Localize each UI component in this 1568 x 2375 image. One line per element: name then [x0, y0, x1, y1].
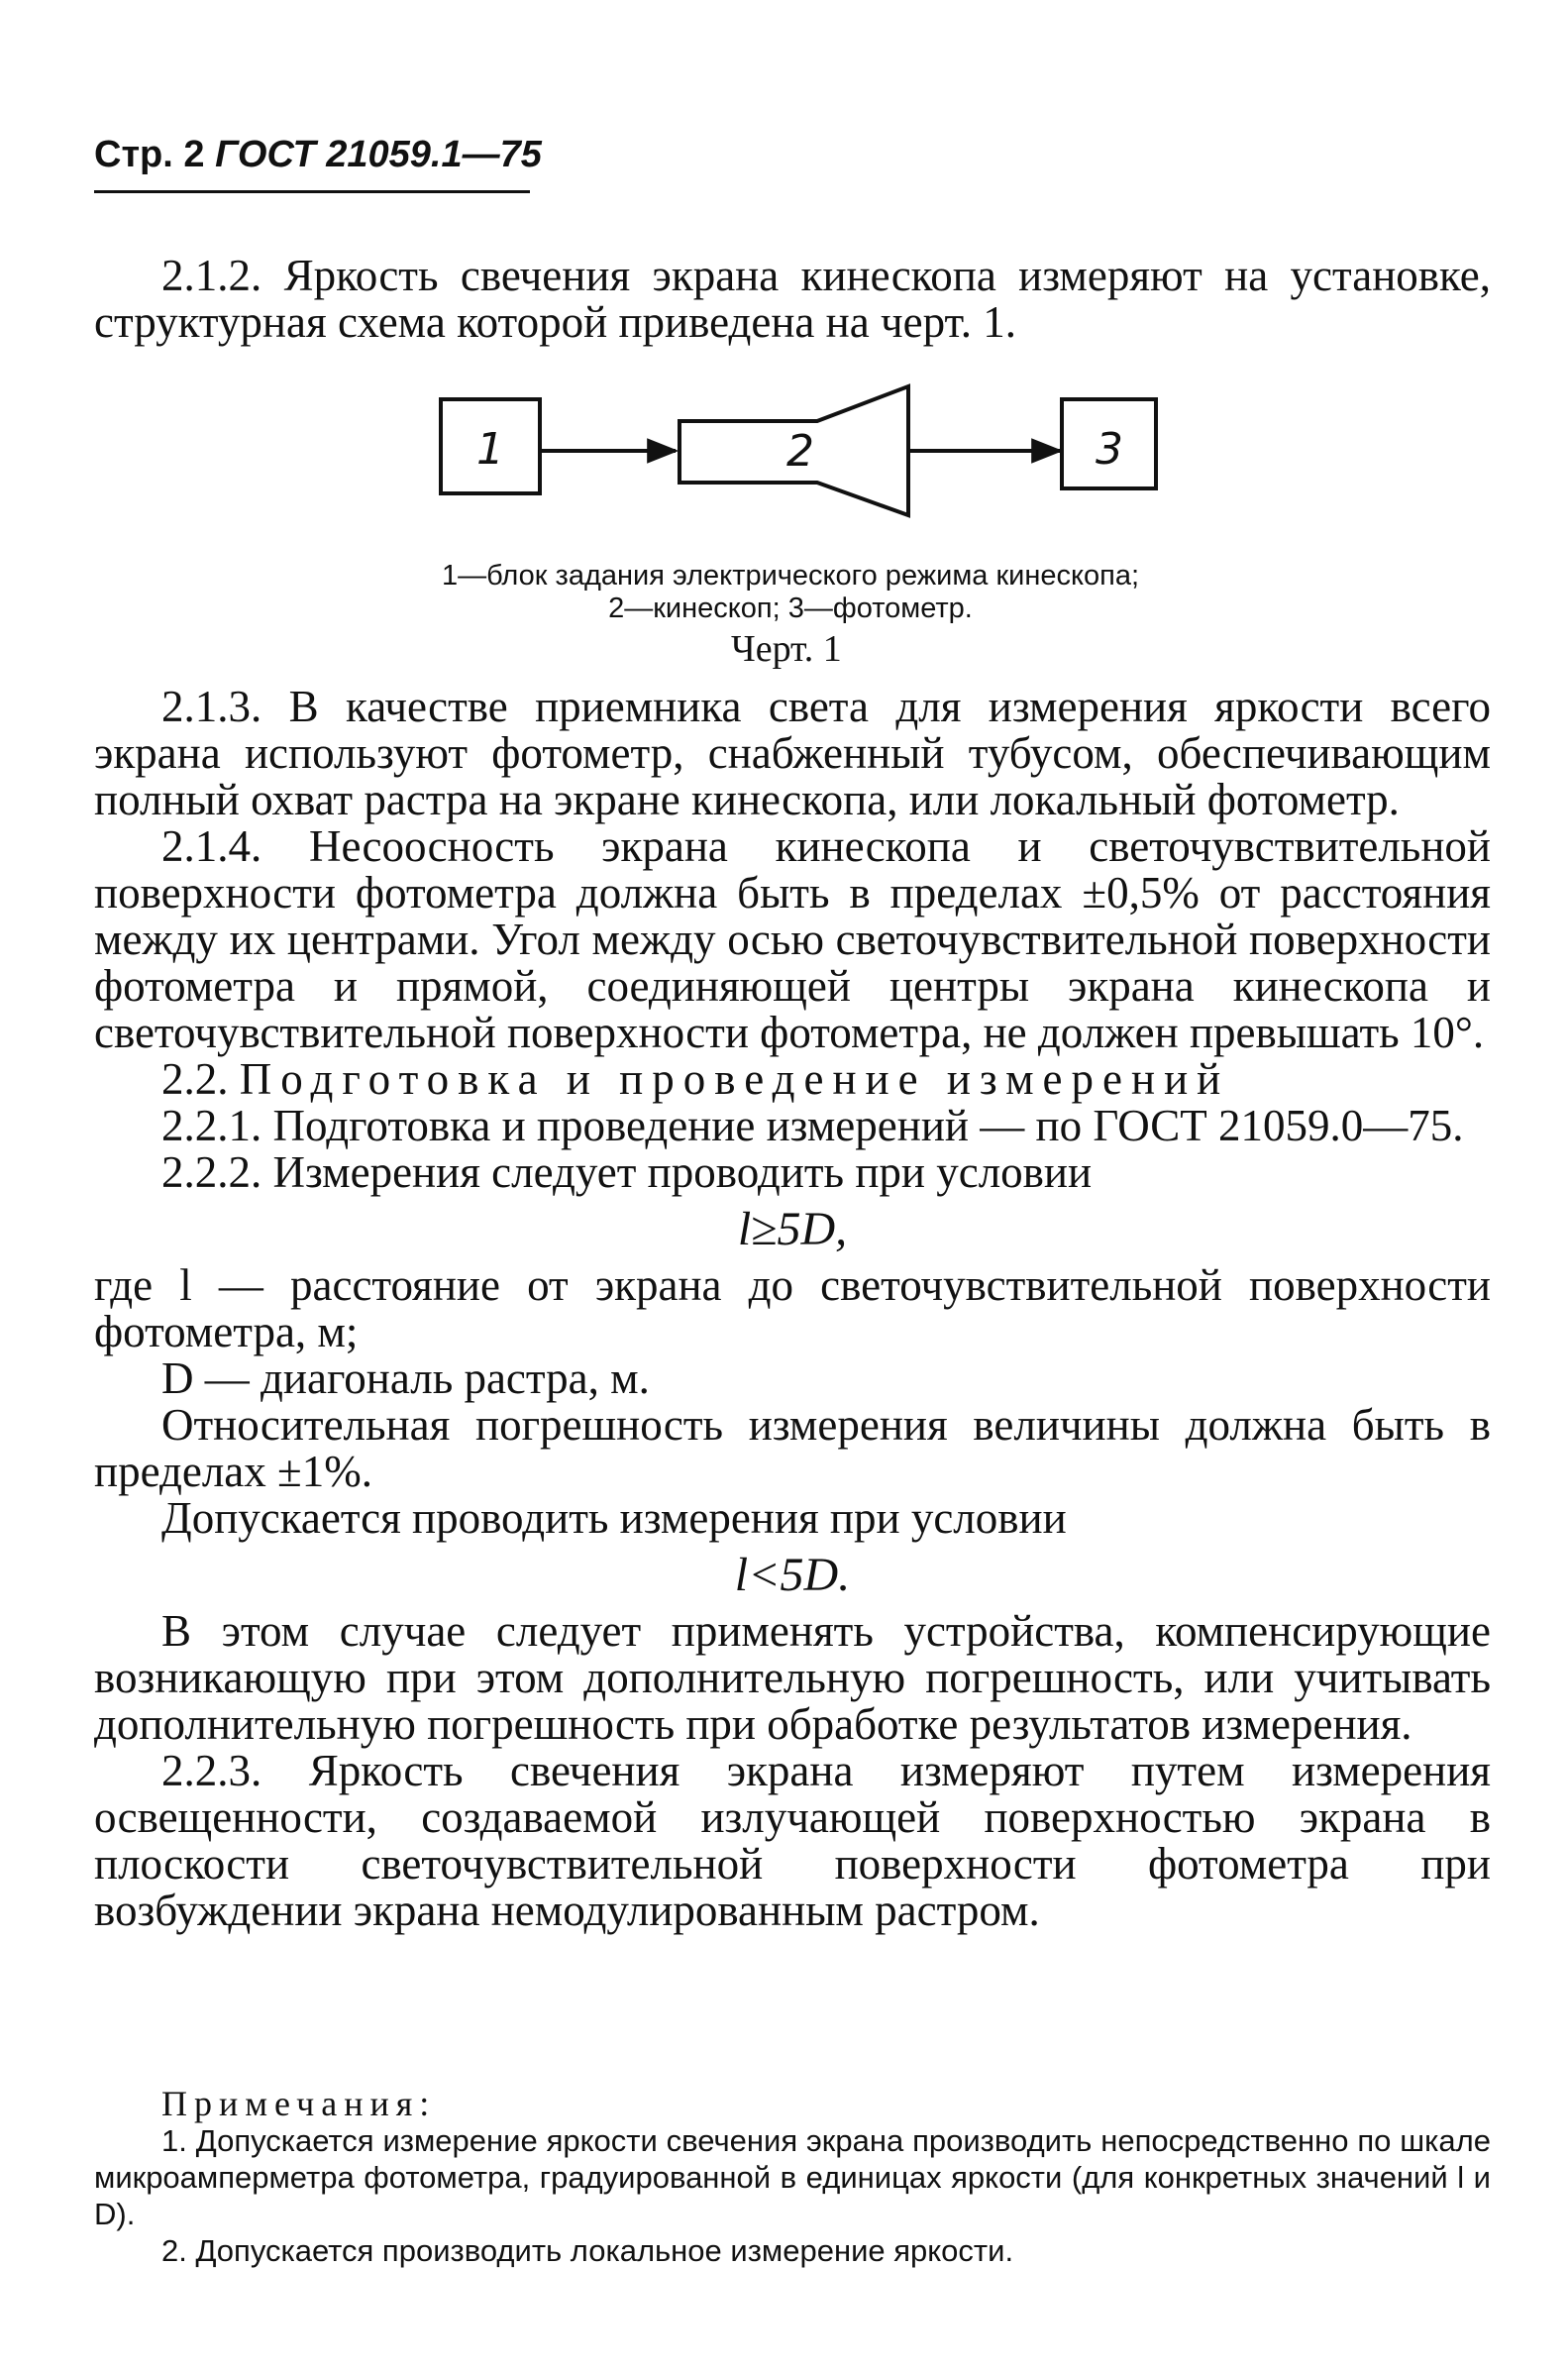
- block-2-label: 2: [786, 426, 814, 477]
- notes-title: Примечания:: [161, 2084, 437, 2123]
- paragraph-2-2-2: 2.2.2. Измерения следует проводить при условии: [161, 1147, 1093, 1197]
- note-2: 2. Допускается производить локальное измерение яркости.: [161, 2233, 1014, 2268]
- diagram-legend: 1—блок задания электрического режима кинескопа; 2—кинескоп; 3—фотометр.: [441, 560, 1140, 624]
- formula-l-ge-5d: l≥5D,: [737, 1203, 848, 1255]
- paragraph-2-1-2: 2.1.2. Яркость свечения экрана кинескопа измеряют на установке, структурная схема которой приведена на черт. 1.: [94, 251, 1491, 347]
- notes-block: [94, 2086, 1491, 2269]
- page-number: Стр. 2: [94, 134, 205, 175]
- block-3-label: 3: [1096, 424, 1123, 475]
- figure-caption: Черт. 1: [731, 628, 842, 670]
- paragraph-2-2-3: 2.2.3. Яркость свечения экрана измеряют путем измерения освещенности, создаваемой излучающей поверхностью экрана в плоскости светочувствительной поверхности фотометра при возбуждении экрана немодулированным растром.: [94, 1746, 1491, 1935]
- compensation-text: В этом случае следует применять устройства, компенсирующие возникающую при этом дополнительную погрешность, или учитывать дополнительную погрешность при обработке результатов измерения.: [94, 1606, 1491, 1749]
- formula-l-lt-5d: l<5D.: [734, 1549, 851, 1601]
- section-2-2-title: Подготовка и проведение измерений: [239, 1054, 1230, 1104]
- relative-error-text: Относительная погрешность измерения величины должна быть в пределах ±1%.: [94, 1400, 1491, 1496]
- paragraph-2-1-4: 2.1.4. Несоосность экрана кинескопа и светочувствительной поверхности фотометра должна быть в пределах ±0,5% от расстояния между их центрами. Угол между осью светочувствительной поверхности фотометра и прямой, соединяющей центры экрана кинескопа и светочувствительной поверхности фотометра, не должен превышать 10°.: [94, 821, 1491, 1057]
- section-2-2-number: 2.2.: [161, 1054, 229, 1104]
- standard-number: ГОСТ 21059.1—75: [215, 134, 542, 175]
- paragraph-2-1-3: 2.1.3. В качестве приемника света для измерения яркости всего экрана используют фотометр, снабженный тубусом, обеспечивающим полный охват растра на экране кинескопа, или локальный фотометр.: [94, 682, 1491, 824]
- paragraph-2-2-1: 2.2.1. Подготовка и проведение измерений — по ГОСТ 21059.0—75.: [161, 1101, 1464, 1150]
- main-text: [94, 684, 1491, 1934]
- block-1-label: 1: [476, 424, 504, 475]
- section-2-2-heading: [94, 1056, 1491, 1103]
- definition-l: где l — расстояние от экрана до светочувствительной поверхности фотометра, м;: [94, 1260, 1491, 1356]
- definition-d: D — диагональ растра, м.: [161, 1353, 650, 1403]
- note-1: 1. Допускается измерение яркости свечения экрана производить непосредственно по шкале микроамперметра фотометра, градуированной в единицах яркости (для конкретных значений l и D).: [94, 2123, 1491, 2231]
- allowed-condition-text: Допускается проводить измерения при условии: [161, 1493, 1067, 1543]
